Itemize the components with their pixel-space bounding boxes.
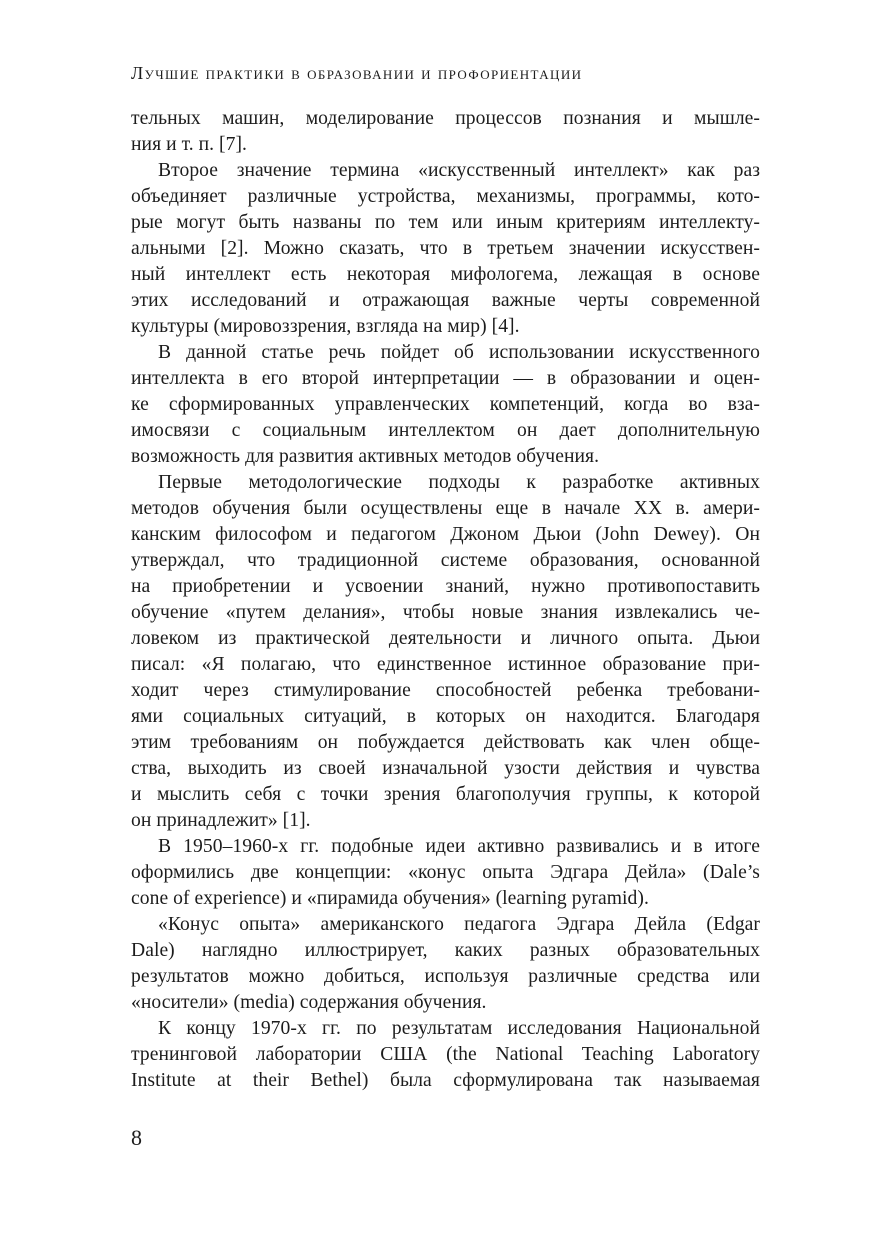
text-line: этим требованиям он побуждается действовать как член обще- xyxy=(131,732,760,753)
text-line: ями социальных ситуаций, в которых он находится. Благодаря xyxy=(131,706,760,727)
text-line: культуры (мировоззрения, взгляда на мир) [4]. xyxy=(131,316,520,337)
page-number: 8 xyxy=(131,1125,142,1150)
text-line: и мыслить себя с точки зрения благополучия группы, к которой xyxy=(131,784,760,805)
text-line: объединяет различные устройства, механизмы, программы, кото- xyxy=(131,186,760,207)
text-line: ходит через стимулирование способностей ребенка требовани- xyxy=(131,680,760,701)
text-line: писал: «Я полагаю, что единственное истинное образование при- xyxy=(131,654,760,675)
text-line: cone of experience) и «пирамида обучения» (learning pyramid). xyxy=(131,888,649,909)
text-line: ства, выходить из своей изначальной узости действия и чувства xyxy=(131,758,760,779)
paragraph xyxy=(131,158,760,340)
paragraph xyxy=(131,912,760,1016)
text-line: «Конус опыта» американского педагога Эдгара Дейла (Edgar xyxy=(158,914,760,935)
text-line: ный интеллект есть некоторая мифологема, лежащая в основе xyxy=(131,264,760,285)
text-line: имосвязи с социальным интеллектом он дает дополнительную xyxy=(131,420,760,441)
text-line: Dale) наглядно иллюстрирует, каких разных образовательных xyxy=(131,940,760,961)
text-line: В данной статье речь пойдет об использовании искусственного xyxy=(158,342,760,363)
text-line: канским философом и педагогом Джоном Дьюи (John Dewey). Он xyxy=(131,524,760,545)
text-line: тренинговой лаборатории США (the National Teaching Laboratory xyxy=(131,1044,760,1065)
text-line: ловеком из практической деятельности и личного опыта. Дьюи xyxy=(131,628,760,649)
text-line: результатов можно добиться, используя различные средства или xyxy=(131,966,760,987)
text-line: альными [2]. Можно сказать, что в третьем значении искусствен- xyxy=(131,238,760,259)
paragraph xyxy=(131,470,760,834)
text-line: К концу 1970-х гг. по результатам исследования Национальной xyxy=(158,1018,760,1039)
text-line: «носители» (media) содержания обучения. xyxy=(131,992,487,1013)
text-line: Institute at their Bethel) была сформулирована так называемая xyxy=(131,1070,760,1091)
text-line: ке сформированных управленческих компетенций, когда во вза- xyxy=(131,394,760,415)
text-line: этих исследований и отражающая важные черты современной xyxy=(131,290,760,311)
text-line: ния и т. п. [7]. xyxy=(131,134,247,155)
text-line: оформились две концепции: «конус опыта Эдгара Дейла» (Dale’s xyxy=(131,862,760,883)
paragraph xyxy=(131,834,760,912)
paragraph xyxy=(131,106,760,158)
text-line: В 1950–1960-х гг. подобные идеи активно развивались и в итоге xyxy=(158,836,760,857)
text-line: он принадлежит» [1]. xyxy=(131,810,311,831)
text-line: возможность для развития активных методов обучения. xyxy=(131,446,600,467)
body-text xyxy=(131,106,760,1094)
text-line: утверждал, что традиционной системе образования, основанной xyxy=(131,550,760,571)
text-line: интеллекта в его второй интерпретации — в образовании и оцен- xyxy=(131,368,760,389)
text-line: Второе значение термина «искусственный интеллект» как раз xyxy=(158,160,760,181)
text-line: обучение «путем делания», чтобы новые знания извлекались че- xyxy=(131,602,760,623)
text-line: Первые методологические подходы к разработке активных xyxy=(158,472,760,493)
text-line: методов обучения были осуществлены еще в начале XX в. амери- xyxy=(131,498,760,519)
text-line: рые могут быть названы по тем или иным критериям интеллекту- xyxy=(131,212,760,233)
text-line: тельных машин, моделирование процессов познания и мышле- xyxy=(131,108,760,129)
paragraph xyxy=(131,1016,760,1094)
running-header: Лучшие практики в образовании и профориентации xyxy=(131,63,583,83)
paragraph xyxy=(131,340,760,470)
text-line: на приобретении и усвоении знаний, нужно противопоставить xyxy=(131,576,760,597)
